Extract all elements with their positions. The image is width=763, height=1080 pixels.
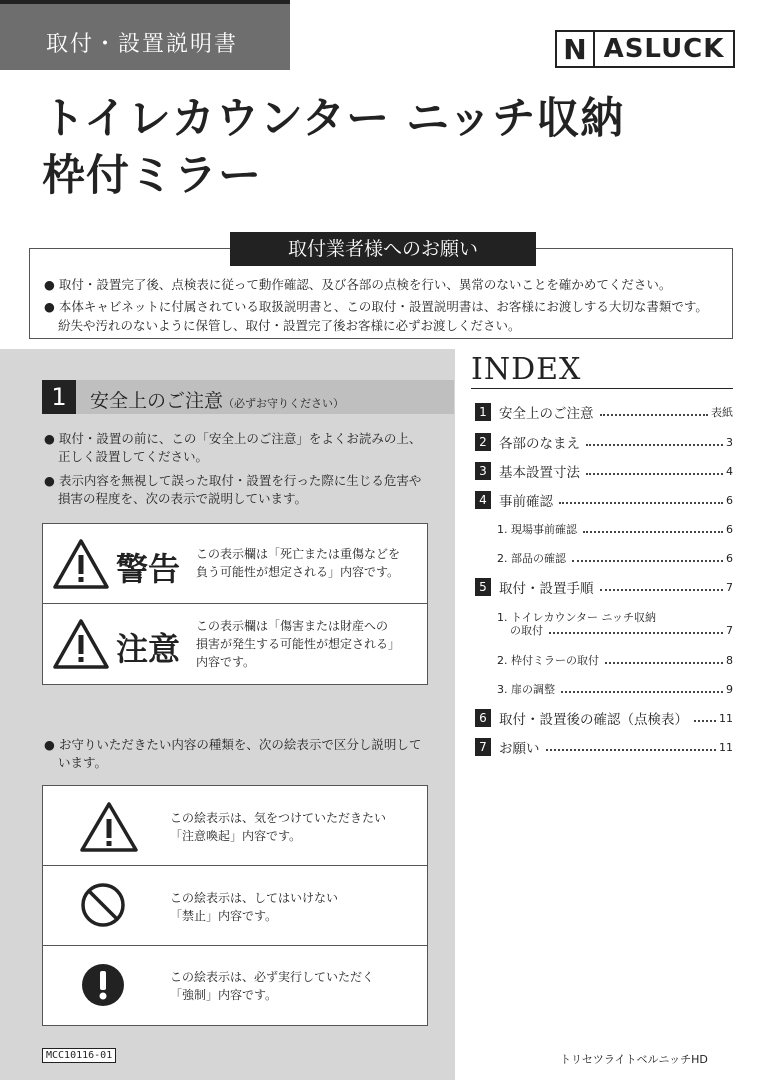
index-entry-parts[interactable] (475, 432, 733, 452)
logo-n: N (557, 32, 595, 66)
index-leader-dots (583, 523, 723, 533)
index-subentry-counter-install[interactable] (510, 622, 733, 638)
index-entry-request[interactable] (475, 737, 733, 757)
index-leader-dots (600, 406, 709, 416)
index-subentry-label: 2. 枠付ミラーの取付 (497, 654, 599, 667)
index-subentry-label: 3. 扉の調整 (497, 683, 555, 696)
warning-desc-line: この表示欄は「死亡または重傷などを (196, 547, 401, 561)
index-subentry-door-adjust[interactable] (497, 681, 733, 697)
prohibition-icon (80, 882, 126, 928)
index-entry-label: お願い (499, 741, 540, 757)
installer-notice-title: 取付業者様へのお願い (230, 232, 536, 266)
index-leader-dots (572, 552, 723, 562)
safety-bullet: ● 表示内容を無視して誤った取付・設置を行った際に生じる危害や (44, 473, 422, 488)
index-entry-label: 安全上のご注意 (499, 406, 594, 422)
index-entry-number: 3 (475, 462, 491, 480)
index-entry-post-check[interactable] (475, 708, 733, 728)
symbol-desc-line: この絵表示は、気をつけていただきたい (170, 811, 387, 825)
index-entry-install-steps[interactable] (475, 577, 733, 597)
page-title-line1: トイレカウンター ニッチ収納 (42, 94, 625, 144)
index-title: INDEX (471, 352, 582, 387)
index-subentry-site-check[interactable] (497, 521, 733, 537)
symbol-desc-line: この絵表示は、必ず実行していただく (170, 970, 375, 984)
symbol-desc-line: 「禁止」内容です。 (170, 909, 278, 923)
symbol-divider (42, 865, 428, 866)
installer-notice-item: ● 本体キャビネットに付属されている取扱説明書と、この取付・設置説明書は、お客様にお渡しする大切な書類です。 (44, 299, 708, 314)
section-subtitle: （必ずお守りください） (223, 397, 345, 410)
page-title-line2: 枠付ミラー (42, 151, 262, 201)
caution-desc-line: 内容です。 (196, 655, 256, 669)
symbol-desc-line: 「強制」内容です。 (170, 988, 278, 1002)
symbol-intro-line: います。 (58, 755, 108, 770)
index-subentry-label: 1. 現場事前確認 (497, 523, 577, 536)
index-entry-label: 取付・設置手順 (499, 581, 594, 597)
index-entry-page: 表紙 (711, 406, 733, 419)
index-entry-page: 3 (726, 435, 733, 449)
caution-triangle-icon (52, 618, 110, 670)
index-entry-label: 各部のなまえ (499, 436, 580, 452)
index-entry-number: 6 (475, 709, 491, 727)
symbol-divider (42, 945, 428, 946)
index-entry-label: 基本設置寸法 (499, 465, 580, 481)
index-entry-number: 5 (475, 578, 491, 596)
index-subentry-label: 2. 部品の確認 (497, 552, 566, 565)
safety-bullet: 正しく設置してください。 (58, 449, 209, 464)
index-entry-page: 7 (726, 580, 733, 594)
warning-desc-line: 負う可能性が想定される」内容です。 (196, 565, 400, 579)
index-entry-number: 2 (475, 433, 491, 451)
index-entry-page: 6 (726, 551, 733, 565)
section-title-text: 安全上のご注意 (90, 390, 224, 412)
index-entry-dimensions[interactable] (475, 461, 733, 481)
index-subentry-label[interactable]: 1. トイレカウンター ニッチ収納 (497, 611, 657, 624)
nasluck-logo (555, 30, 735, 68)
warning-word: 警告 (116, 550, 181, 588)
index-entry-page: 7 (726, 623, 733, 637)
index-entry-page: 6 (726, 522, 733, 536)
index-subentry-mirror-install[interactable] (497, 652, 733, 668)
index-leader-dots (600, 581, 724, 591)
caution-word: 注意 (116, 630, 181, 668)
warning-divider (42, 603, 428, 604)
index-entry-number: 7 (475, 738, 491, 756)
index-subentry-parts-check[interactable] (497, 550, 733, 566)
index-entry-precheck[interactable] (475, 490, 733, 510)
index-leader-dots (586, 436, 723, 446)
product-code: トリセツライトベルニッチHD (560, 1053, 708, 1066)
index-subentry-label: の取付 (510, 624, 543, 637)
warning-triangle-icon (78, 800, 140, 854)
caution-desc-line: 損害が発生する可能性が想定される」 (196, 637, 401, 651)
mandatory-icon (80, 962, 126, 1008)
section-number: 1 (42, 380, 76, 414)
index-entry-page: 4 (726, 464, 733, 478)
header-topline (0, 0, 290, 4)
symbol-desc-line: この絵表示は、してはいけない (170, 891, 339, 905)
logo-text: ASLUCK (603, 34, 725, 64)
doc-code: MCC10116-01 (42, 1048, 116, 1063)
index-leader-dots (586, 465, 723, 475)
index-entry-page: 6 (726, 493, 733, 507)
index-entry-page: 11 (719, 711, 733, 725)
safety-bullet: ● 取付・設置の前に、この「安全上のご注意」をよくお読みの上、 (44, 431, 422, 446)
index-leader-dots (549, 624, 723, 634)
safety-bullet: 損害の程度を、次の表示で説明しています。 (58, 491, 308, 506)
index-entry-safety[interactable] (475, 402, 733, 422)
warning-triangle-icon (52, 538, 110, 590)
index-entry-page: 8 (726, 653, 733, 667)
index-entry-label: 取付・設置後の確認（点検表） (499, 712, 688, 728)
index-entry-label: 事前確認 (499, 494, 553, 510)
section-title (90, 386, 344, 413)
index-leader-dots (546, 741, 717, 751)
index-leader-dots (694, 712, 716, 722)
index-leader-dots (605, 654, 723, 664)
index-rule (471, 388, 733, 389)
caution-desc-line: この表示欄は「傷害または財産への (196, 619, 389, 633)
doc-type-label: 取付・設置説明書 (46, 32, 239, 57)
symbol-desc-line: 「注意喚起」内容です。 (170, 829, 302, 843)
installer-notice-item: ● 取付・設置完了後、点検表に従って動作確認、及び各部の点検を行い、異常のないことを確かめてください。 (44, 277, 672, 292)
index-entry-page: 9 (726, 682, 733, 696)
symbol-intro-line: ● お守りいただきたい内容の種類を、次の絵表示で区分し説明して (44, 737, 422, 752)
index-entry-number: 4 (475, 491, 491, 509)
index-leader-dots (561, 683, 723, 693)
index-entry-number: 1 (475, 403, 491, 421)
index-entry-page: 11 (719, 740, 733, 754)
installer-notice-item: 紛失や汚れのないように保管し、取付・設置完了後お客様に必ずお渡しください。 (58, 318, 521, 333)
index-leader-dots (559, 494, 723, 504)
